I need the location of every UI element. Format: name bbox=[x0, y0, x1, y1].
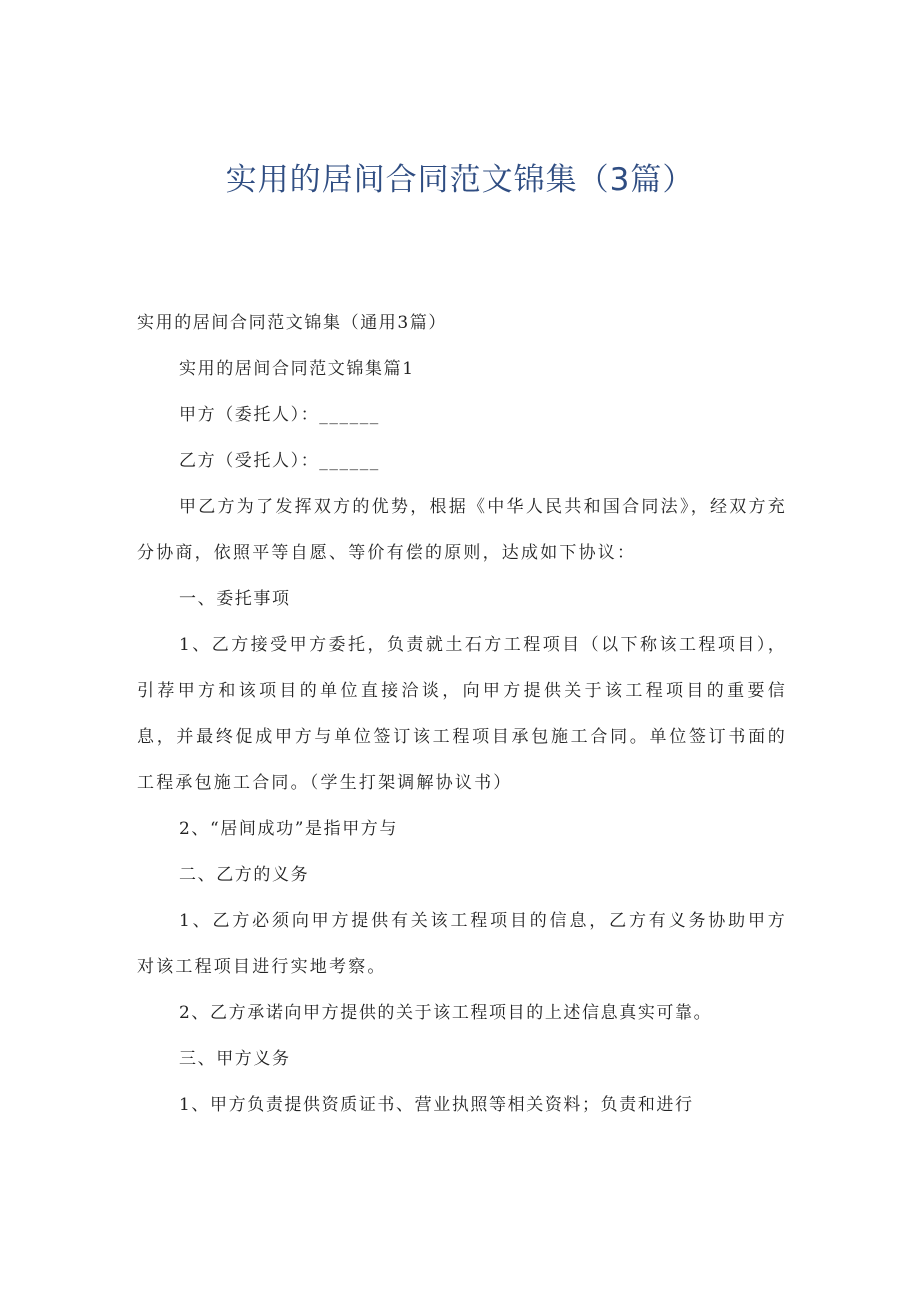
preamble-paragraph: 甲乙方为了发挥双方的优势，根据《中华人民共和国合同法》，经双方充分协商，依照平等自愿、等价有偿的原则，达成如下协议： bbox=[137, 497, 787, 563]
party-b-line: 乙方（受托人）：______ bbox=[179, 451, 380, 471]
subtitle-line: 实用的居间合同范文锦集（通用3篇） bbox=[137, 313, 448, 333]
clause-2-1: 1、乙方必须向甲方提供有关该工程项目的信息，乙方有义务协助甲方对该工程项目进行实地考察。 bbox=[137, 911, 787, 977]
clause-heading-1: 一、委托事项 bbox=[179, 589, 291, 609]
clause-1-1: 1、乙方接受甲方委托，负责就土石方工程项目（以下称该工程项目），引荐甲方和该项目的单位直接洽谈，向甲方提供关于该工程项目的重要信息，并最终促成甲方与单位签订该工程项目承包施工合同。单位签订书面的工程承包施工合同。（学生打架调解协议书） bbox=[137, 635, 787, 793]
clause-heading-3: 三、甲方义务 bbox=[179, 1049, 291, 1069]
clause-2-2: 2、乙方承诺向甲方提供的关于该工程项目的上述信息真实可靠。 bbox=[179, 1003, 713, 1023]
party-a-line: 甲方（委托人）：______ bbox=[179, 405, 380, 425]
clause-3-1: 1、甲方负责提供资质证书、营业执照等相关资料；负责和进行 bbox=[179, 1095, 694, 1115]
clause-heading-2: 二、乙方的义务 bbox=[179, 865, 310, 885]
document-title: 实用的居间合同范文锦集（3篇） bbox=[225, 162, 695, 198]
clause-1-2: 2、“居间成功”是指甲方与 bbox=[179, 819, 398, 839]
section-heading: 实用的居间合同范文锦集篇1 bbox=[179, 359, 415, 379]
document-body bbox=[137, 300, 787, 1128]
